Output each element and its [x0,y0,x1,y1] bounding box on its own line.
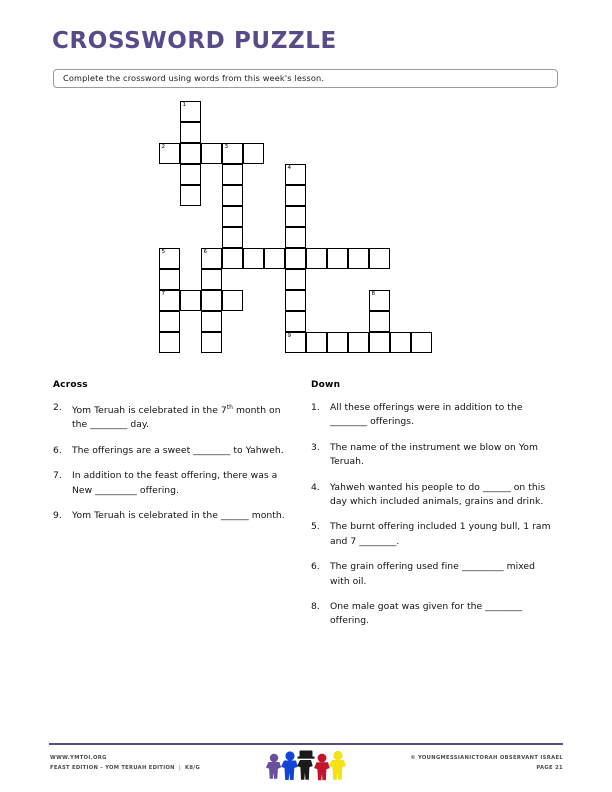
crossword-cell[interactable] [306,332,327,353]
crossword-cell[interactable] [348,248,369,269]
footer-grade: K8/G [185,765,201,771]
clue-number: 5. [311,521,320,533]
crossword-cell[interactable] [285,248,306,269]
crossword-cell[interactable] [369,332,390,353]
footer-right [410,753,563,773]
crossword-cell[interactable] [285,311,306,332]
crossword-cell[interactable] [201,248,222,269]
footer-website[interactable]: WWW.YMTOI.ORG [50,755,107,761]
crossword-cell[interactable] [222,164,243,185]
footer-edition: FEAST EDITION – YOM TERUAH EDITION [50,765,175,771]
crossword-cell[interactable] [222,143,243,164]
cell-number: 7 [161,291,166,297]
crossword-cell[interactable] [285,290,306,311]
crossword-cell[interactable] [285,227,306,248]
crossword-cell[interactable] [201,143,222,164]
crossword-cell[interactable] [243,248,264,269]
crossword-cell[interactable] [411,332,432,353]
crossword-cell[interactable] [159,248,180,269]
clue-text: Yom Teruah is celebrated in the ______ month. [72,510,285,522]
clue-item [311,401,556,430]
crossword-cell[interactable] [369,290,390,311]
clue-number: 7. [53,470,62,482]
cell-number: 3 [224,144,229,150]
crossword-cell[interactable] [285,206,306,227]
clue-text: The offerings are a sweet ________ to Yahweh. [72,444,284,456]
clue-number: 6. [53,444,62,456]
down-clue-list [311,401,556,629]
across-clues-column [53,380,298,535]
clue-number: 2. [53,402,62,413]
crossword-cell[interactable] [159,269,180,290]
cell-number: 5 [161,249,166,255]
crossword-cell[interactable] [180,185,201,206]
clue-item [53,509,298,523]
clue-number: 8. [311,601,320,613]
footer-separator: | [178,765,182,771]
logo-figure-black [297,751,314,780]
crossword-cell[interactable] [201,311,222,332]
crossword-cell[interactable] [390,332,411,353]
cell-number: 2 [161,144,166,150]
crossword-cell[interactable] [159,332,180,353]
across-heading: Across [53,380,88,390]
crossword-cell[interactable] [348,332,369,353]
crossword-cell[interactable] [369,311,390,332]
logo-figure-blue [281,751,298,780]
crossword-cell[interactable] [222,290,243,311]
clue-superscript: th [226,404,234,411]
crossword-cell[interactable] [180,290,201,311]
clue-text: All these offerings were in addition to the ________ offerings. [330,402,523,428]
crossword-cell[interactable] [159,143,180,164]
cell-number: 6 [203,249,208,255]
clue-text: In addition to the feast offering, there was a New _________ offering. [72,470,278,496]
crossword-cell[interactable] [327,332,348,353]
crossword-cell[interactable] [327,248,348,269]
clue-text: The burnt offering included 1 young bull, 1 ram and 7 ________. [330,521,551,547]
page-title: CROSSWORD PUZZLE [52,28,337,54]
crossword-cell[interactable] [285,332,306,353]
footer-copyright: © YOUNGMESSIANICTORAH OBSERVANT ISRAEL [410,755,563,761]
crossword-cell[interactable] [180,101,201,122]
crossword-cell[interactable] [222,248,243,269]
logo-figure-purple [266,754,281,779]
footer-page-number: PAGE 21 [536,765,563,771]
clue-text: One male goat was given for the ________ offering. [330,601,523,627]
cell-number: 9 [287,333,292,339]
crossword-cell[interactable] [243,143,264,164]
crossword-cell[interactable] [201,290,222,311]
clue-text: Yom Teruah is celebrated in the 7th month on the ________ day. [72,404,281,431]
clue-item [311,481,556,510]
cell-number: 1 [182,102,187,108]
footer-edition-line [50,763,200,773]
crossword-cell[interactable] [159,290,180,311]
cell-number: 4 [287,165,292,171]
clue-number: 3. [311,441,320,453]
crossword-cell[interactable] [369,248,390,269]
crossword-cell[interactable] [180,164,201,185]
crossword-cell[interactable] [159,311,180,332]
crossword-cell[interactable] [222,206,243,227]
crossword-cell[interactable] [180,143,201,164]
clue-number: 4. [311,481,320,493]
logo-figure-yellow [329,751,346,780]
crossword-cell[interactable] [222,227,243,248]
clue-item [311,600,556,629]
across-clue-list [53,401,298,524]
crossword-cell[interactable] [201,269,222,290]
crossword-cell[interactable] [201,332,222,353]
crossword-cell[interactable] [285,185,306,206]
clue-text: Yahweh wanted his people to do ______ on this day which included animals, grains and drink. [330,481,546,508]
footer-left [50,753,200,773]
crossword-cell[interactable] [264,248,285,269]
crossword-cell[interactable] [180,122,201,143]
clue-item [53,401,298,433]
clue-number: 1. [311,402,320,413]
footer-divider [49,743,563,745]
clue-item [53,469,298,498]
clue-number: 6. [311,561,320,573]
logo-figure-red [314,754,330,781]
crossword-cell[interactable] [222,185,243,206]
clue-number: 9. [53,510,62,522]
crossword-cell[interactable] [285,269,306,290]
clue-text: The grain offering used fine _________ mixed with oil. [330,561,535,587]
down-clues-column [311,380,556,640]
clue-item [311,520,556,549]
crossword-cell[interactable] [285,164,306,185]
clue-item [311,560,556,589]
cell-number: 8 [371,291,376,297]
organization-logo-icon [263,749,349,785]
crossword-cell[interactable] [306,248,327,269]
clue-item [311,441,556,470]
clue-item [53,444,298,458]
down-heading: Down [311,380,341,390]
instruction-text: Complete the crossword using words from this week's lesson. [63,73,325,83]
clue-text: The name of the instrument we blow on Yom Teruah. [330,441,538,468]
